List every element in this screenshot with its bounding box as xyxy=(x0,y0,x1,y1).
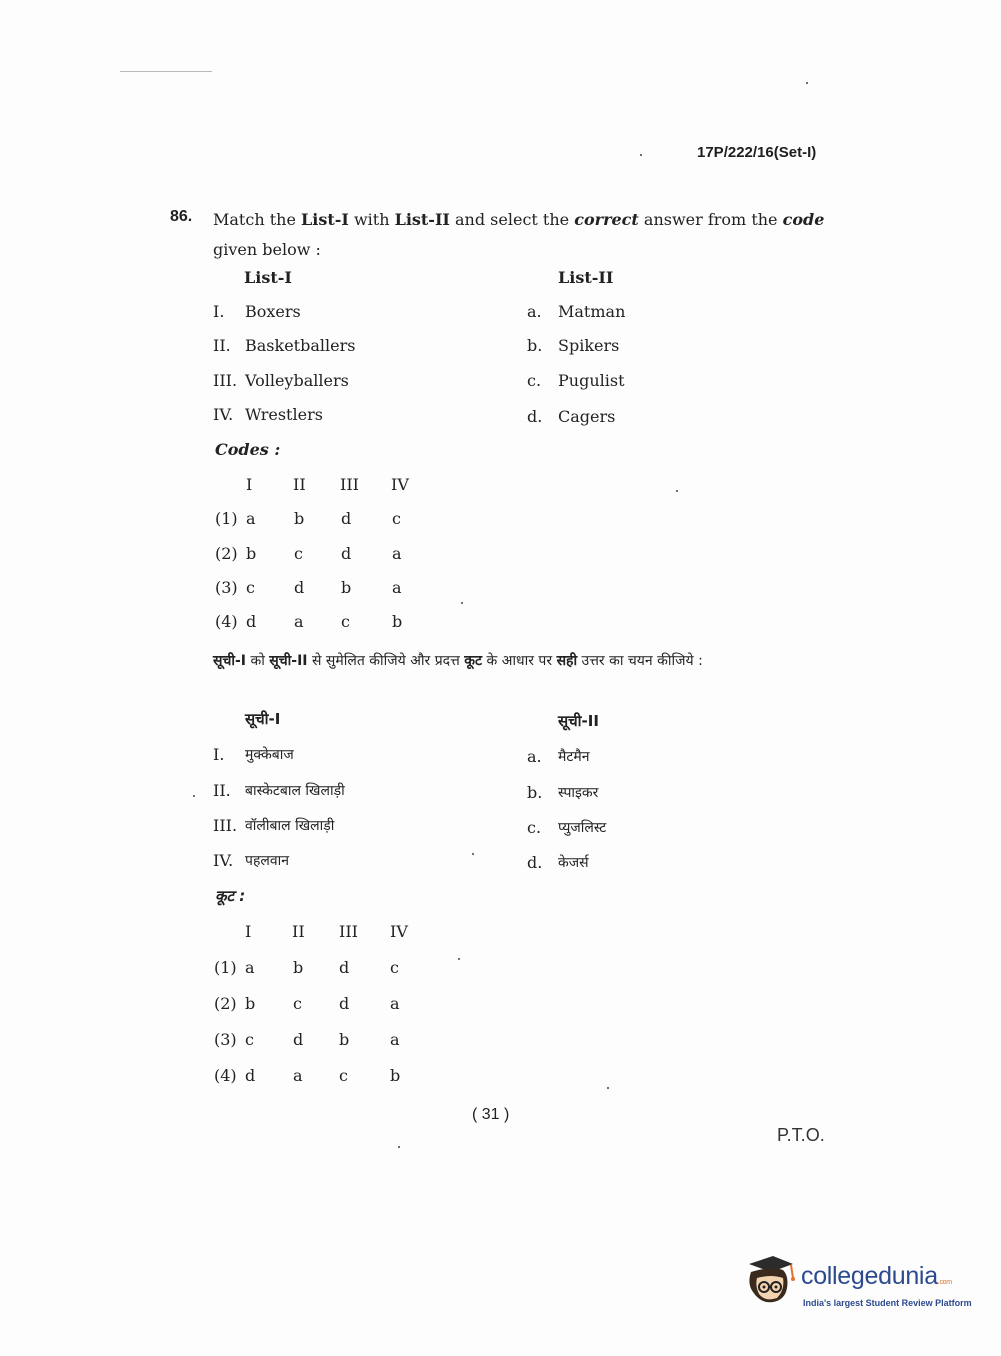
list-ii-heading: List-II xyxy=(558,268,614,287)
question-text-hi: सूची-I को सूची-II से सुमेलित कीजिये और प्रदत्त कूट के आधार पर सही उत्तर का चयन कीजिये : xyxy=(213,653,703,669)
code-cell: c xyxy=(339,1066,348,1085)
list-item-num: III. xyxy=(213,816,238,835)
code-cell: a xyxy=(293,1066,303,1085)
code-header: III xyxy=(340,475,359,494)
code-header: I xyxy=(246,475,253,494)
scan-speck xyxy=(607,1087,609,1089)
list-item-text: Pugulist xyxy=(558,371,625,390)
mascot-icon xyxy=(743,1254,799,1310)
list-item-num: III. xyxy=(213,371,238,390)
code-cell: c xyxy=(392,509,401,528)
list-item-text: मुक्केबाज xyxy=(245,747,294,763)
code-option-1: (1) xyxy=(215,509,238,528)
scan-speck xyxy=(193,795,195,797)
logo-wordmark: collegedunia.com xyxy=(801,1262,952,1290)
scan-speck xyxy=(461,602,463,604)
code-cell: c xyxy=(294,544,303,563)
code-cell: a xyxy=(294,612,304,631)
list-item-text: Basketballers xyxy=(245,336,356,355)
code-option-1: (1) xyxy=(214,958,237,977)
list-item-text: स्पाइकर xyxy=(558,785,599,801)
list-item-text: पहलवान xyxy=(245,853,290,869)
page-number: ( 31 ) xyxy=(472,1106,510,1123)
code-cell: a xyxy=(392,544,402,563)
code-option-2: (2) xyxy=(215,544,238,563)
code-cell: b xyxy=(246,544,257,563)
code-cell: d xyxy=(245,1066,256,1085)
code-cell: b xyxy=(341,578,352,597)
top-rule xyxy=(120,71,212,72)
code-header: IV xyxy=(391,475,409,494)
code-cell: a xyxy=(246,509,256,528)
list-item-num: I. xyxy=(213,302,225,321)
suchi-ii-heading: सूची-II xyxy=(558,712,599,730)
list-item-text: केजर्स xyxy=(558,855,589,871)
list-item-text: मैटमैन xyxy=(558,749,590,765)
scan-speck xyxy=(806,82,808,84)
code-cell: d xyxy=(339,958,350,977)
scan-speck xyxy=(472,853,474,855)
codes-label: Codes : xyxy=(215,440,281,459)
list-item-text: Volleyballers xyxy=(245,371,349,390)
code-option-3: (3) xyxy=(214,1030,237,1049)
list-item-text: Matman xyxy=(558,302,626,321)
list-item-num: II. xyxy=(213,781,231,800)
list-item-text: बास्केटबाल खिलाड़ी xyxy=(245,783,345,799)
scan-speck xyxy=(640,154,642,156)
list-item-letter: b. xyxy=(527,336,543,355)
list-item-letter: a. xyxy=(527,302,542,321)
code-option-4: (4) xyxy=(214,1066,237,1085)
list-item-letter: c. xyxy=(527,371,542,390)
code-cell: a xyxy=(390,994,400,1013)
code-header: III xyxy=(339,922,358,941)
list-item-num: IV. xyxy=(213,851,234,870)
code-cell: a xyxy=(392,578,402,597)
code-cell: b xyxy=(390,1066,401,1085)
list-item-text: Spikers xyxy=(558,336,620,355)
list-item-text: Cagers xyxy=(558,407,616,426)
code-option-4: (4) xyxy=(215,612,238,631)
code-cell: b xyxy=(294,509,305,528)
list-item-letter: a. xyxy=(527,747,542,766)
list-i-heading: List-I xyxy=(244,268,292,287)
list-item-letter: d. xyxy=(527,407,543,426)
code-cell: b xyxy=(293,958,304,977)
list-item-text: प्युजलिस्ट xyxy=(558,820,607,836)
code-cell: d xyxy=(246,612,257,631)
code-cell: d xyxy=(341,509,352,528)
list-item-num: II. xyxy=(213,336,231,355)
code-cell: d xyxy=(341,544,352,563)
code-cell: a xyxy=(390,1030,400,1049)
code-cell: d xyxy=(293,1030,304,1049)
list-item-num: I. xyxy=(213,745,225,764)
code-header: I xyxy=(245,922,252,941)
code-option-2: (2) xyxy=(214,994,237,1013)
list-item-letter: c. xyxy=(527,818,542,837)
list-item-text: Boxers xyxy=(245,302,301,321)
scan-speck xyxy=(676,490,678,492)
code-cell: c xyxy=(245,1030,254,1049)
code-cell: d xyxy=(294,578,305,597)
code-header: II xyxy=(293,475,306,494)
code-cell: d xyxy=(339,994,350,1013)
code-cell: a xyxy=(245,958,255,977)
list-item-text: वॉलीबाल खिलाड़ी xyxy=(245,818,335,834)
scan-speck xyxy=(398,1146,400,1148)
code-header: II xyxy=(292,922,305,941)
koot-label: कूट : xyxy=(215,887,246,905)
question-text-en: Match the List-I with List-II and select the correct answer from the code given below : xyxy=(213,210,825,259)
paper-code: 17P/222/16(Set-I) xyxy=(697,144,817,161)
list-item-num: IV. xyxy=(213,405,234,424)
collegedunia-logo xyxy=(743,1254,973,1314)
list-item-letter: b. xyxy=(527,783,543,802)
code-cell: b xyxy=(392,612,403,631)
code-header: IV xyxy=(390,922,408,941)
pto-marker: P.T.O. xyxy=(777,1125,825,1145)
code-cell: c xyxy=(293,994,302,1013)
list-item-letter: d. xyxy=(527,853,543,872)
scan-speck xyxy=(458,958,460,960)
code-cell: c xyxy=(390,958,399,977)
suchi-i-heading: सूची-I xyxy=(245,710,281,728)
code-cell: c xyxy=(341,612,350,631)
question-number: 86. xyxy=(170,208,193,225)
logo-tagline: India's largest Student Review Platform xyxy=(803,1298,972,1308)
code-cell: b xyxy=(339,1030,350,1049)
list-item-text: Wrestlers xyxy=(245,405,323,424)
code-option-3: (3) xyxy=(215,578,238,597)
code-cell: c xyxy=(246,578,255,597)
code-cell: b xyxy=(245,994,256,1013)
